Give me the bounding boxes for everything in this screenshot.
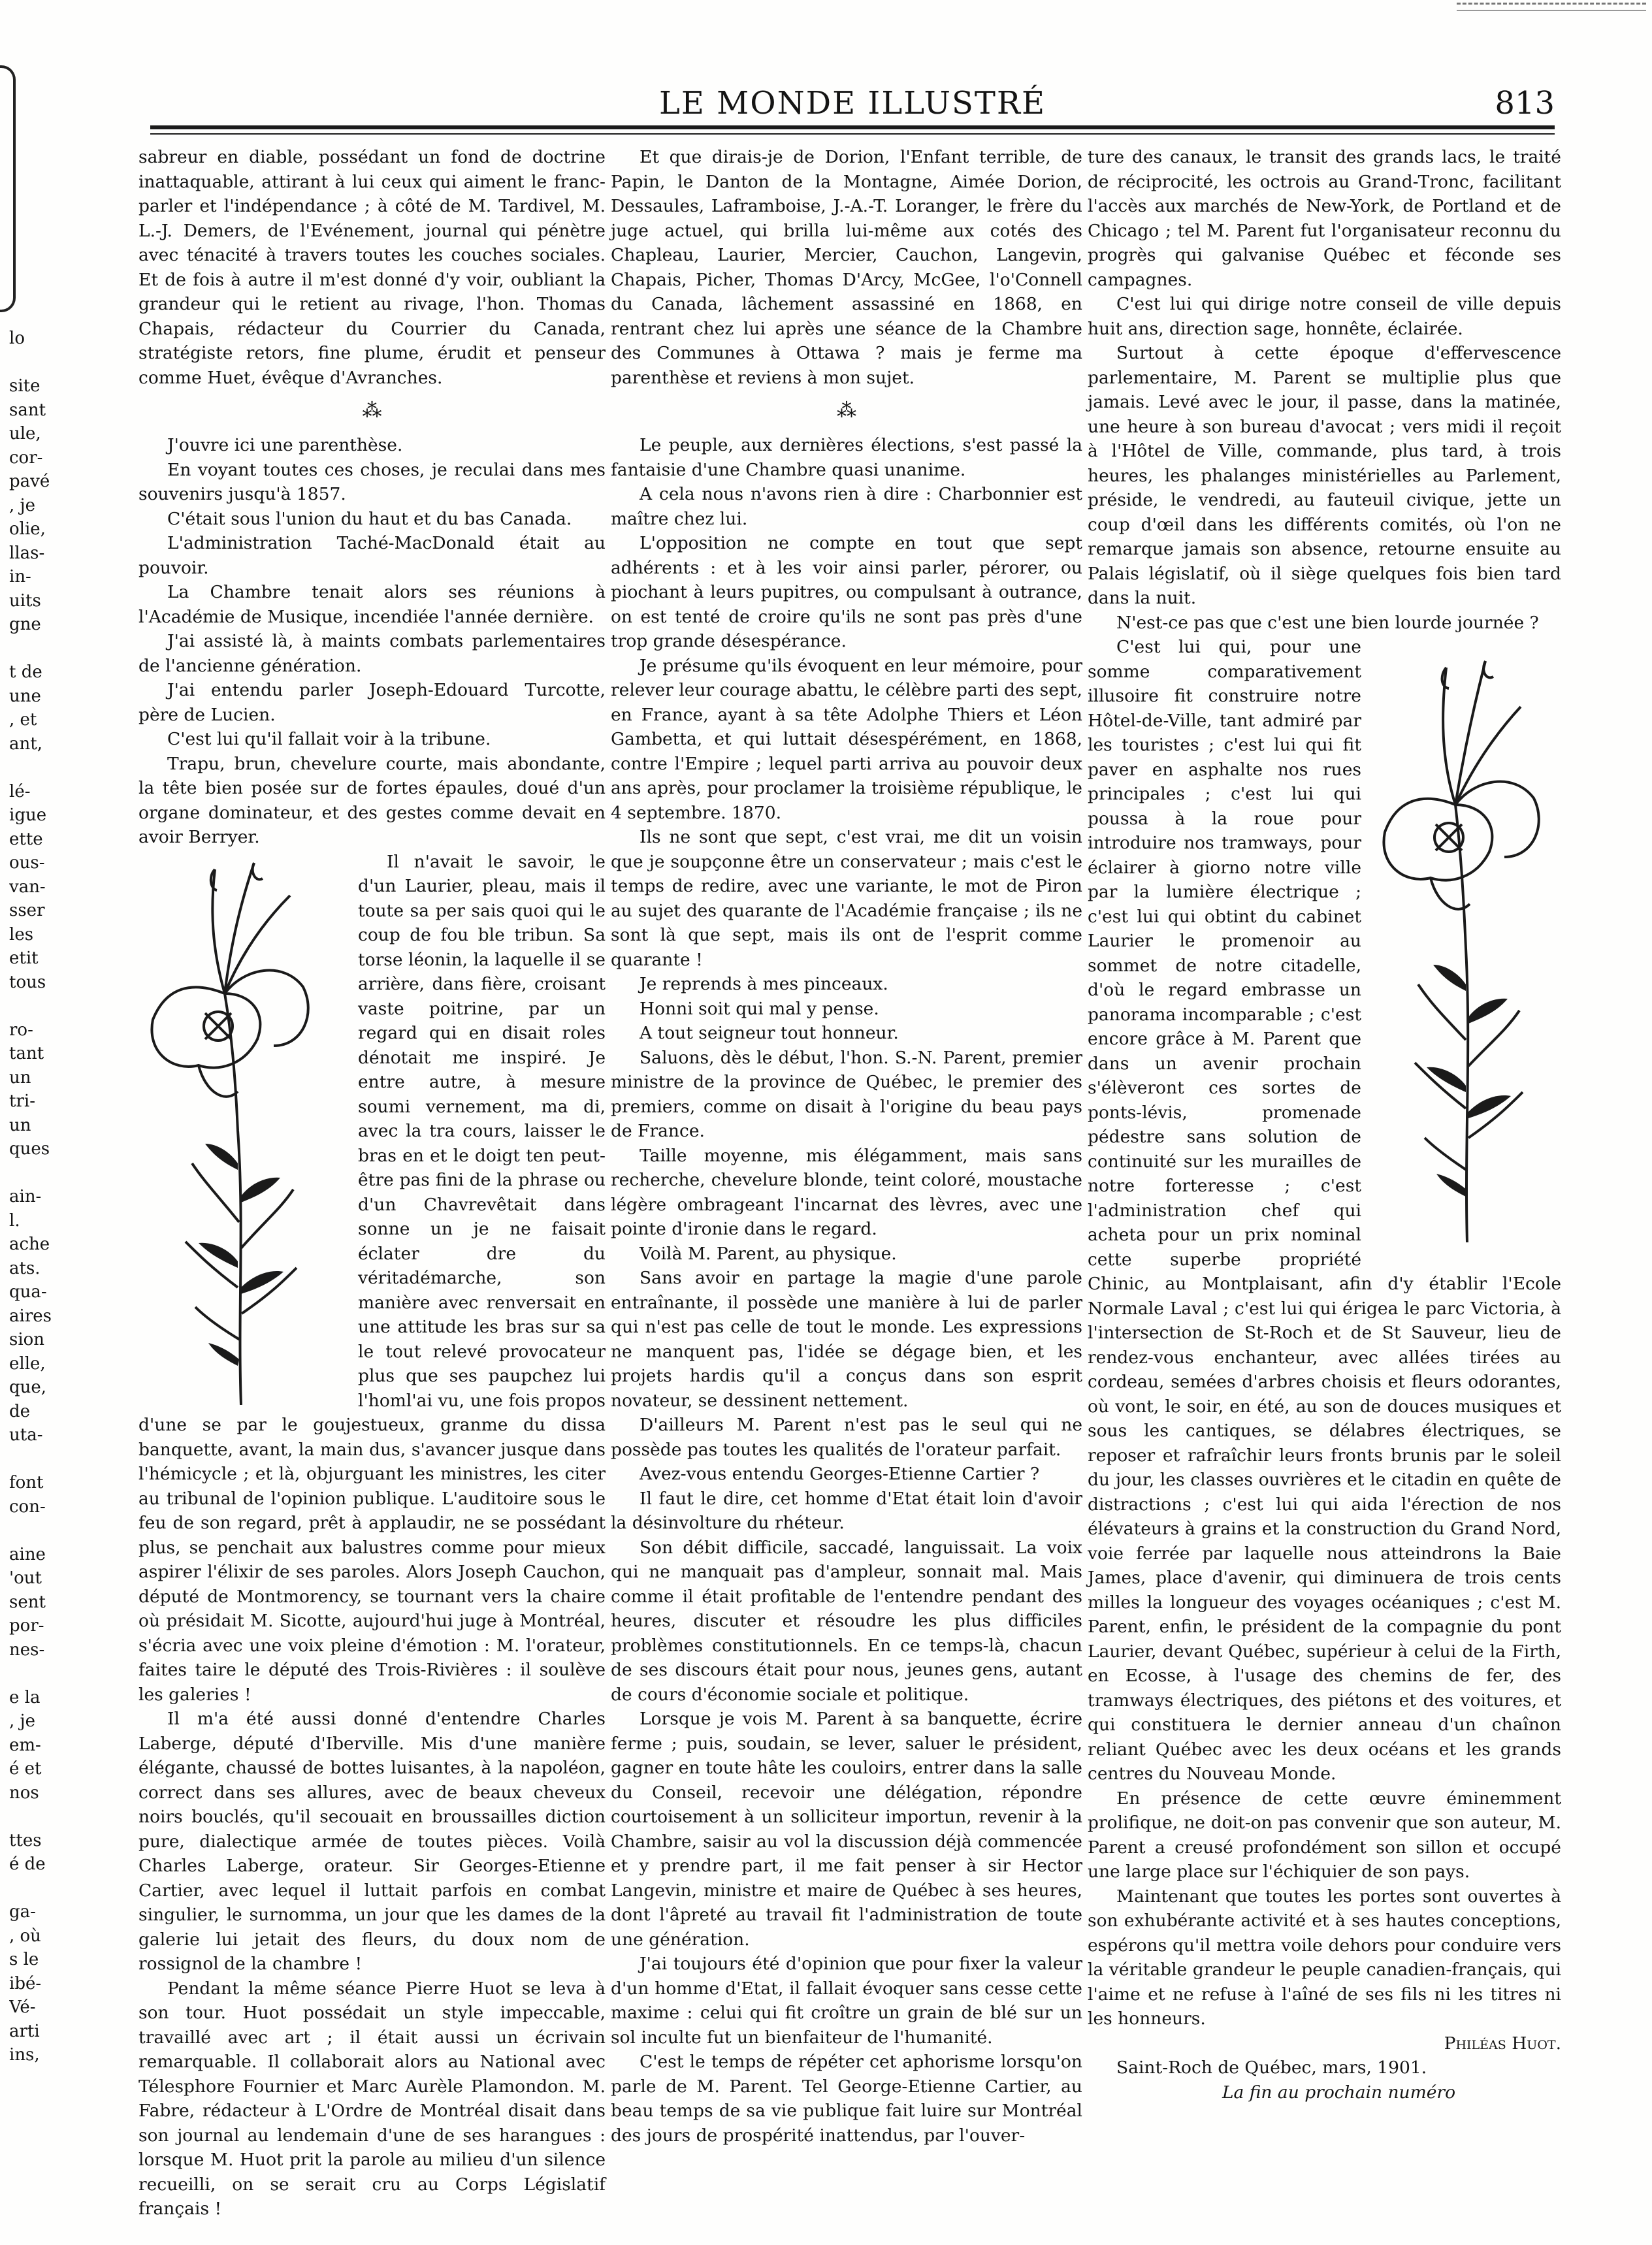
gutter-fragment: nes- [9,1639,45,1660]
paragraph: Trapu, brun, chevelure courte, mais abondante, la tête bien posée sur de fortes épaules, doué d'un organe dominateur, et des gestes comme devait en avoir Berryer. [138,753,606,847]
paragraph: Le peuple, aux dernières élections, s'est passé la fantaisie d'une Chambre quasi unanime. [611,435,1082,480]
paragraph: J'ai toujours été d'opinion que pour fixer la valeur d'un homme d'Etat, il fallait évoquer sans cesse cette maxime : celui qui fit croître un grain de blé sur un sol inculte fut un bienfaiteur de l'humanité. [611,1954,1082,2048]
gutter-fragment: ibé- [9,1973,42,1994]
paragraph: Il n'avait le savoir, le d'un Laurier, pleau, mais il toute sa per sais quoi qui le coup de fou ble tribun. Sa torse léonin, la laquelle il se arrière, dans fière, croisant vaste poitrine, par un regard qui en disait roles dénotait me inspiré. Je entre autre, à mesure soumi vernement, ma di, avec la tra cours, laisser le bras en et le doigt ten peut-être pas fini de la phrase ou d'un Chavrevêtait dans sonne un je ne faisait éclater dre du véritadémarche, son manière avec renversait en une attitude les bras sur sa le tout relevé provocateur plus que ses paupchez lui l'homl'ai vu, une fois propos d'une se par le goujestueux, granme du dissa banquette, avant, la main dus, s'avancer jusque dans l'hémicycle ; et là, objurguant les ministres, les citer au tribunal de l'opinion publique. L'auditoire sous le feu de son regard, prêt à applaudir, ne se possédant plus, se penchait aux balustres comme pour mieux aspirer l'élixir de ses paroles. Alors Joseph Cauchon, député de Montmorency, se tournant vers la chaire où présidait M. Sicotte, aujourd'hui juge à Montréal, s'écria avec une voix pleine d'émotion : M. l'orateur, faites taire le député des Trois-Rivières : il soulève les galeries ! [138,851,606,1705]
gutter-fragment: sion [9,1330,45,1349]
place-and-date: Saint-Roch de Québec, mars, 1901. [1116,2058,1427,2078]
gutter-fragment: é de [9,1854,46,1874]
gutter-fragment: ache [9,1235,50,1254]
continued-notice: La fin au prochain numéro [1222,2082,1456,2103]
gutter-fragment: con- [9,1496,46,1517]
paragraph: Pendant la même séance Pierre Huot se leva à son tour. Huot possédait un style impeccable, travaillé avec art ; il était aussi un écrivain remarquable. Il collaborait alors au National avec Télesphore Fournier et Marc Aurèle Plamondon. M. Fabre, rédacteur à L'Ordre de Montréal disait dans son journal au lendemain d'une de ses harangues : lorsque M. Huot prit la parole au milieu d'un silence recueilli, on se serait cru au Corps Législatif français ! [138,1978,606,2219]
section-asterism: ⁂ [837,399,856,422]
gutter-fragment: s le [9,1950,39,1969]
gutter-fragment: sser [9,901,45,920]
gutter-fragment: 'out [9,1568,42,1588]
gutter-fragment: aires [9,1306,52,1326]
gutter-fragment: lé- [9,781,31,801]
paragraph: Sans avoir en partage la magie d'une parole entraînante, il possède une manière à lui de parler qui n'est pas celle de tout le monde. Les expressions ne manquent pas, l'idée se dégage bien, et les projets hardis qu'il a conçus dans son esprit novateur, se dessinent nettement. [611,1268,1082,1411]
paragraph: Je reprends à mes pinceaux. [640,974,888,994]
paragraph: L'opposition ne compte en tout que sept adhérents : et à les voir ainsi parler, pérorer, ou piochant à leurs pupitres, ou compulsant à outrance, on est tenté de croire qu'ils ne sont pas près d'une trop grande désespérance. [611,533,1082,651]
paragraph: Je présume qu'ils évoquent en leur mémoire, pour relever leur courage abattu, le célèbre parti des sept, en France, ayant à sa tête Adolphe Thiers et Léon Gambetta, et qui luttait désespérément, en 1868, contre l'Empire ; lequel parti arriva au pouvoir deux ans après, pour proclamer la troisième république, le 4 septembre. 1870. [611,655,1082,823]
paragraph: En voyant toutes ces choses, je reculai dans mes souvenirs jusqu'à 1857. [138,459,606,504]
paragraph: Il m'a été aussi donné d'entendre Charles Laberge, député d'Iberville. Mis d'une manière élégante, chaussé de bottes luisantes, à la napoléon, correct dans ses allures, avec de beaux cheveux noirs bouclés, qu'il secouait en broussailles diction pure, dialectique armée de toutes pièces. Voilà Charles Laberge, orateur. Sir Georges-Etienne Cartier, avec lequel il luttait parfois en combat singulier, le surnomma, un jour que les dames de la galerie lui jetait des fleurs, du doux nom de rossignol de la chambre ! [138,1709,606,1974]
paragraph: Voilà M. Parent, au physique. [640,1243,897,1264]
gutter-fragment: gne [9,615,41,634]
article-column-2 [611,145,1082,2148]
article-column-1 [138,145,606,2221]
gutter-fragment: , et [9,710,37,730]
gutter-fragment: ous- [9,853,45,873]
gutter-fragment: , je [9,495,35,515]
gutter-fragment: ant, [9,734,42,754]
gutter-fragment: Vé- [9,1997,36,2017]
paragraph: Honni soit qui mal y pense. [640,998,879,1019]
paragraph: Avez-vous entendu Georges-Etienne Cartier ? [640,1464,1040,1484]
page-number: 813 [1495,85,1555,121]
gutter-fragment: cor- [9,447,43,468]
gutter-fragment: ro- [9,1020,33,1040]
paragraph: ture des canaux, le transit des grands lacs, le traité de réciprocité, les octrois au Grand-Tronc, facilitant l'accès aux marchés de New-York, de Portland et de Chicago ; tel M. Parent fut l'organisateur reconnu du progrès qui galvanise Québec et féconde ses campagnes. [1088,147,1561,290]
paragraph: C'est le temps de répéter cet aphorisme lorsqu'on parle de M. Parent. Tel George-Etienne Cartier, au beau temps de sa vie publique fait luire sur Montréal des jours de prospérité inattendus, par l'ouver- [611,2052,1082,2146]
gutter-fragment: un [9,1115,31,1135]
paragraph: Maintenant que toutes les portes sont ouvertes à son exhubérante activité et à ses hautes conceptions, espérons qu'il mettra voile dehors pour conduire vers la véritable grandeur le peuple canadien-français, qui l'aime et ne refuse à l'aîné de ses fils ni les titres ni les honneurs. [1088,1886,1561,2029]
header-rule-thick [150,125,1555,129]
gutter-fragment: tous [9,972,46,992]
paragraph: C'est lui qui, pour une somme comparativement illusoire fit construire notre Hôtel-de-Ville, tant admiré par les touristes ; c'est lui qui fit paver en asphalte nos rues principales ; c'est lui qui poussa à la roue pour introduire nos tramways, pour éclairer à giorno notre ville par la lumière électrique ; c'est lui qui obtint du cabinet Laurier le promenoir au sommet de notre citadelle, d'où le regard embrasse un panorama incomparable ; c'est encore grâce à M. Parent que dans un avenir prochain s'élèveront ces sortes de ponts-lévis, promenade pédestre sans solution de continuité sur les murailles de notre forteresse ; c'est l'administration chef qui acheta pour un prix nominal cette superbe propriété Chinic, au Montplaisant, afin d'y établir l'Ecole Normale Laval ; c'est lui qui érigea le parc Victoria, à l'intersection de St-Roch et de St Sauveur, lieu de rendez-vous enchanteur, avec allées tirées au cordeau, semées d'arbres choisis et fleurs odorantes, où vont, le soir, en été, au son de douces musiques et sous les cantiques, se délabres électriques, se reposer et rafraîchir leurs fronts brunis par le soleil du jour, les classes ouvrières et le citadin en quête de distractions ; c'est lui qui aida l'érection de nos élévateurs à grains et la construction du Grand Nord, voie ferrée par laquelle nous atteindrons la Baie James, place d'avenir, qui diminuera de trois cents milles la longueur des voyages océaniques ; c'est M. Parent, enfin, le président de la compagnie du pont Laurier, devant Québec, supérieur à celui de la Firth, en Ecosse, à l'usage des chemins de fer, des tramways électriques, des piétons et des voitures, et qui constituera le dernier anneau d'un chaînon reliant Québec avec les deux océans et les grands centres du Nouveau Monde. [1088,637,1561,1784]
paragraph: Lorsque je vois M. Parent à sa banquette, écrire ferme ; puis, soudain, se lever, saluer le président, gagner en toute hâte les couloirs, entrer dans la salle du Conseil, recevoir une délégation, répondre courtoisement à un solliciteur importun, revenir à la Chambre, saisir au vol la discussion déjà commencée et y prendre part, il me fait penser à sir Hector Langevin, ministre et maire de Québec à ses heures, dont l'âpreté au travail fit l'administration de toute une génération. [611,1709,1082,1950]
lily-illustration-left [133,856,349,1405]
paragraph: J'ai assisté là, à maints combats parlementaires de l'ancienne génération. [138,631,606,676]
paragraph: En présence de cette œuvre éminemment prolifique, ne doit-on pas convenir que son auteur, M. Parent a creusé profondément son sillon et occupé une large place sur l'échiquier de son pays. [1088,1788,1561,1882]
lily-flower-icon [133,856,349,1405]
gutter-fragment: t de [9,662,42,682]
gutter-fragment: em- [9,1735,41,1755]
gutter-fragment: uits [9,590,41,611]
paragraph: L'administration Taché-MacDonald était au pouvoir. [138,533,606,578]
gutter-fragment: igue [9,805,47,825]
gutter-fragment: que, [9,1378,47,1397]
gutter-fragment: arti [9,2021,40,2041]
gutter-fragment: une [9,686,41,706]
paragraph: Surtout à cette époque d'effervescence parlementaire, M. Parent se multiplie plus que jamais. Levé avec le jour, il passe, dans la matinée, une heure à son bureau d'avocat ; vers midi il reçoit à l'Hôtel de Ville, commande, plus tard, à trois heures, les phalanges ministérielles au Parlement, préside, le vendredi, au fauteuil civique, jette un coup d'œil dans les différents comités, où l'on ne remarque jamais son absence, retourne ensuite au Palais législatif, où il siège quelques fois bien tard dans la nuit. [1088,343,1561,608]
gutter-fragment: tri- [9,1091,35,1111]
gutter-fragment: site [9,376,40,396]
gutter-fragment: elle, [9,1353,46,1374]
gutter-fragment: van- [9,877,46,897]
gutter-fragment: pavé [9,472,50,491]
gutter-fragment: etit [9,948,39,968]
section-asterism: ⁂ [362,399,382,422]
lily-flower-icon [1369,641,1565,1242]
gutter-fragment: ule, [9,424,41,444]
gutter-fragment: de [9,1401,31,1421]
gutter-fragment: qua- [9,1282,47,1302]
gutter-fragment: e la [9,1687,40,1707]
paragraph: A cela nous n'avons rien à dire : Charbonnier est maître chez lui. [611,484,1082,529]
gutter-fragment: ques [9,1139,50,1159]
paragraph: J'ouvre ici une parenthèse. [167,435,403,455]
binding-tab [0,65,16,312]
paragraph: Ils ne sont que sept, c'est vrai, me dit un voisin que je soupçonne être un conservateur ; mais c'est le temps de redire, avec une variante, le mot de Piron au sujet des quarante de l'Académie française ; ils ne sont là que sept, mais ils ont de l'esprit comme quarante ! [611,827,1082,970]
gutter-fragment: font [9,1473,44,1493]
masthead-title: LE MONDE ILLUSTRÉ [658,85,1046,121]
paragraph: C'est lui qui dirige notre conseil de ville depuis huit ans, direction sage, honnête, éclairée. [1088,294,1561,339]
paragraph: C'est lui qu'il fallait voir à la tribune. [167,729,491,749]
gutter-fragment: , où [9,1926,41,1946]
gutter-fragment: ins, [9,2045,40,2065]
page-header [150,82,1555,128]
gutter-fragment: ette [9,829,43,849]
gutter-fragment: in- [9,567,31,587]
gutter-fragment: sent [9,1592,46,1612]
paragraph: C'était sous l'union du haut et du bas Canada. [167,508,572,529]
gutter-fragment: sant [9,400,46,420]
gutter-fragment: l. [9,1210,20,1231]
lily-illustration-right [1369,641,1565,1242]
paragraph: La Chambre tenait alors ses réunions à l'Académie de Musique, incendiée l'année dernière. [138,582,606,627]
gutter-fragment: ga- [9,1902,36,1922]
gutter-fragment: ttes [9,1830,42,1850]
header-rule-thin [150,133,1555,135]
paragraph: J'ai entendu parler Joseph-Edouard Turcotte, père de Lucien. [138,680,606,725]
gutter-fragment: , je [9,1711,35,1731]
gutter-fragment: un [9,1067,31,1088]
gutter-fragment: uta- [9,1425,43,1445]
paragraph: N'est-ce pas que c'est une bien lourde journée ? [1116,612,1539,633]
paragraph: Saluons, dès le début, l'hon. S.-N. Parent, premier ministre de la province de Québec, le premier des premiers, comme on disait à l'origine du beau pays de France. [611,1047,1082,1141]
paragraph: D'ailleurs M. Parent n'est pas le seul qui ne possède pas toutes les qualités de l'orateur parfait. [611,1415,1082,1460]
gutter-fragment: olie, [9,519,46,539]
adjacent-page-gutter [0,0,72,2245]
gutter-fragment: por- [9,1616,44,1636]
article-column-3 [1088,145,1561,2105]
gutter-fragment: lo [9,329,25,348]
paragraph: A tout seigneur tout honneur. [640,1023,899,1043]
gutter-fragment: aine [9,1544,46,1564]
gutter-fragment: nos [9,1783,39,1803]
gutter-fragment: les [9,924,34,945]
gutter-fragment: llas- [9,543,45,563]
gutter-fragment: tant [9,1044,44,1063]
gutter-fragment: ain- [9,1187,42,1206]
gutter-fragment: é et [9,1759,42,1779]
author-signature: Philéas Huot. [1444,2033,1561,2054]
paragraph: Taille moyenne, mis élégamment, mais sans recherche, chevelure blonde, teint coloré, moustache légère ombrageant l'incarnat des lèvres, avec une pointe d'ironie dans le regard. [611,1145,1082,1239]
paragraph: Et que dirais-je de Dorion, l'Enfant terrible, de Papin, le Danton de la Montagne, Aimée Dorion, Dessaules, Laframboise, J.-A.-T. Loranger, le frère du juge actuel, qui brilla lui-même aux cotés des Chapleau, Laurier, Mercier, Cauchon, Langevin, Chapais, Picher, Thomas D'Arcy, McGee, l'o'Connell du Canada, lâchement assassiné en 1868, en rentrant chez lui après une séance de la Chambre des Communes à Ottawa ? mais je ferme ma parenthèse et reviens à mon sujet. [611,147,1082,388]
paragraph: Son débit difficile, saccadé, languissait. La voix qui ne manquait pas d'ampleur, sonnait mal. Mais comme il était profitable de l'entendre pendant des heures, discuter et résoudre les plus difficiles problèmes constitutionnels. En ce temps-là, chacun de ses discours était pour nous, jeunes gens, autant de cours d'économie sociale et politique. [611,1537,1082,1705]
gutter-fragment: ats. [9,1258,40,1278]
top-edge-rule [1457,3,1646,11]
paragraph: sabreur en diable, possédant un fond de doctrine inattaquable, attirant à lui ceux qui aiment le franc-parler et l'indépendance ; à côté de M. Tardivel, M. L.-J. Demers, de l'Evénement, journal qui pénètre avec ténacité à travers toutes les couches sociales. Et de fois à autre il m'est donné d'y voir, oubliant la grandeur qui le retient au rivage, l'hon. Thomas Chapais, rédacteur du Courrier du Canada, stratégiste retors, fine plume, érudit et penseur comme Huet, évêque d'Avranches. [138,147,606,388]
paragraph: Il faut le dire, cet homme d'Etat était loin d'avoir la désinvolture du rhéteur. [611,1488,1082,1533]
